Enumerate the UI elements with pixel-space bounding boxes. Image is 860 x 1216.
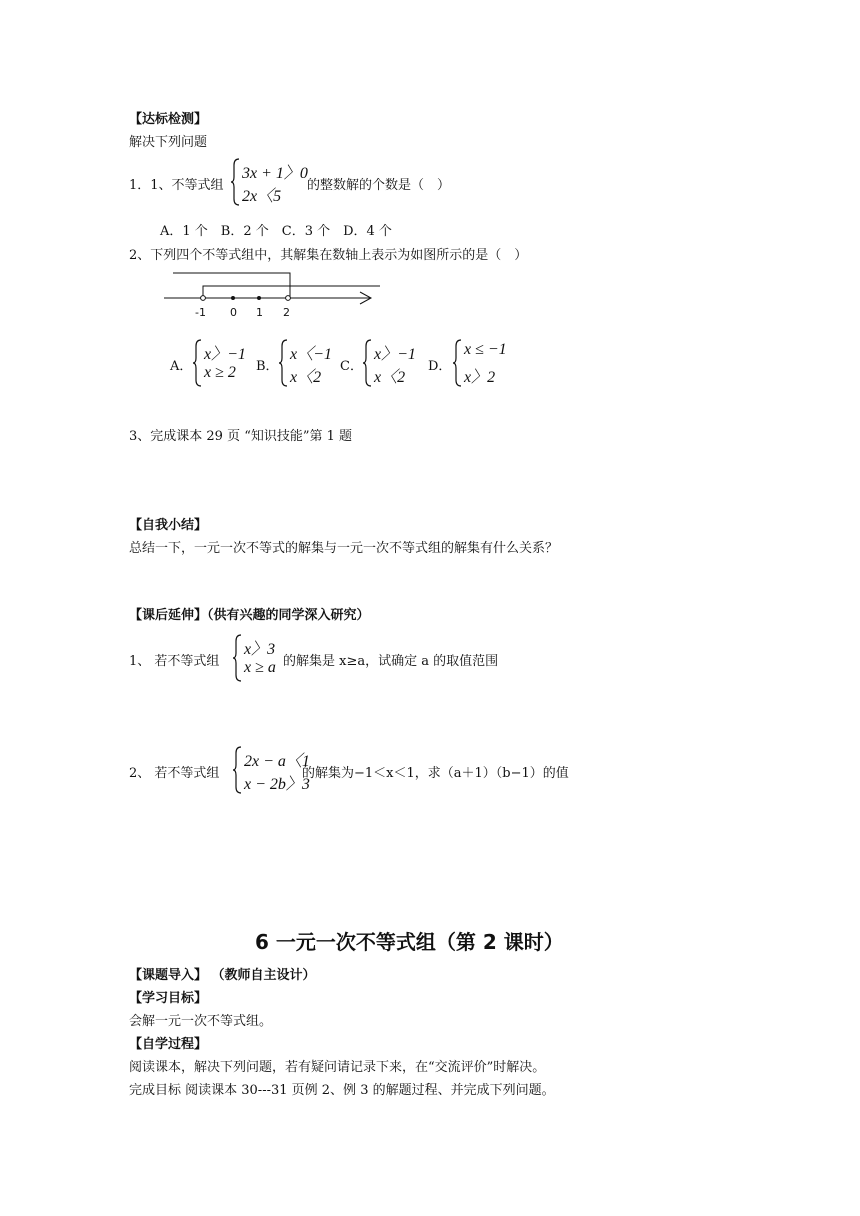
ext-q2-line2: x − 2b〉3 <box>244 776 310 793</box>
q2-option-c-line1: x〉−1 <box>374 346 416 363</box>
q2-option-label-c: C． <box>340 359 363 374</box>
q1-line2: 2x〈5 <box>242 188 282 205</box>
axis-tick-label: 1 <box>256 306 263 319</box>
section-heading-process: 【自学过程】 <box>129 1037 208 1052</box>
q2-option-a-line2: x ≥ 2 <box>204 364 236 381</box>
brace-icon <box>192 339 202 387</box>
check-intro: 解决下列问题 <box>129 135 208 150</box>
q3-text: 3、完成课本 29 页 “知识技能”第 1 题 <box>129 429 353 444</box>
q2-option-a-line1: x〉−1 <box>204 346 246 363</box>
brace-icon <box>452 339 462 387</box>
section-heading-intro: 【课题导入】 （教师自主设计） <box>129 968 316 983</box>
section-heading-summary: 【自我小结】 <box>129 518 208 533</box>
lesson-title: 6 一元一次不等式组（第 2 课时） <box>255 930 564 954</box>
q2-option-label-d: D． <box>428 359 452 374</box>
process-text-2: 完成目标 阅读课本 30---31 页例 2、例 3 的解题过程、并完成下列问题。 <box>129 1083 555 1098</box>
ext-q2-suffix: 的解集为−1＜x＜1，求（a＋1）（b−1）的值 <box>302 766 569 781</box>
q1-prefix: 1．1、不等式组 <box>129 178 224 193</box>
ext-q2-inequality-system <box>232 746 310 793</box>
q1-line1: 3x + 1〉0 <box>242 165 308 182</box>
section-heading-check: 【达标检测】 <box>129 112 208 127</box>
q2-text: 2、下列四个不等式组中，其解集在数轴上表示为如图所示的是（ ） <box>129 248 528 263</box>
ext-q1-line2: x ≥ a <box>244 659 276 676</box>
section-heading-goal: 【学习目标】 <box>129 991 208 1006</box>
brace-icon <box>232 634 242 682</box>
q2-option-d-line2: x〉2 <box>464 369 496 386</box>
q2-option-b-line1: x〈−1 <box>290 346 332 363</box>
axis-tick-label: 2 <box>283 306 290 319</box>
number-line-figure <box>160 268 380 322</box>
q2-option-c-line2: x〈2 <box>374 369 406 386</box>
q1-options: A．1 个 B．2 个 C．3 个 D．4 个 <box>160 224 392 239</box>
q2-option-d-line1: x ≤ −1 <box>464 341 507 358</box>
q2-option-label-a: A． <box>170 359 193 374</box>
summary-text: 总结一下，一元一次不等式的解集与一元一次不等式组的解集有什么关系？ <box>129 541 559 556</box>
ext-q2-line1: 2x − a〈1 <box>244 753 310 770</box>
q2-option-d-system <box>452 339 522 385</box>
q2-option-a-system <box>192 339 252 385</box>
process-text-1: 阅读课本，解决下列问题，若有疑问请记录下来，在“交流评价”时解决。 <box>129 1060 546 1075</box>
ext-q1-prefix: 1、 若不等式组 <box>129 654 220 669</box>
q2-option-label-b: B． <box>256 359 279 374</box>
q2-option-b-line2: x〈2 <box>290 369 322 386</box>
brace-icon <box>232 746 242 794</box>
ext-q1-line1: x〉3 <box>244 641 276 658</box>
ext-q1-suffix: 的解集是 x≥a，试确定 a 的取值范围 <box>283 654 499 669</box>
axis-tick-label: -1 <box>195 306 206 319</box>
ext-q2-prefix: 2、 若不等式组 <box>129 766 220 781</box>
brace-icon <box>278 339 288 387</box>
ext-q1-inequality-system <box>232 634 287 680</box>
axis-tick-label: 0 <box>230 306 237 319</box>
q1-inequality-system <box>230 158 310 204</box>
brace-icon <box>362 339 372 387</box>
section-heading-extension: 【课后延伸】（供有兴趣的同学深入研究） <box>129 608 370 623</box>
q1-suffix: 的整数解的个数是（ ） <box>307 178 451 193</box>
brace-icon <box>230 158 240 206</box>
q2-option-b-system <box>278 339 338 385</box>
goal-text: 会解一元一次不等式组。 <box>129 1014 273 1029</box>
q2-option-c-system <box>362 339 422 385</box>
